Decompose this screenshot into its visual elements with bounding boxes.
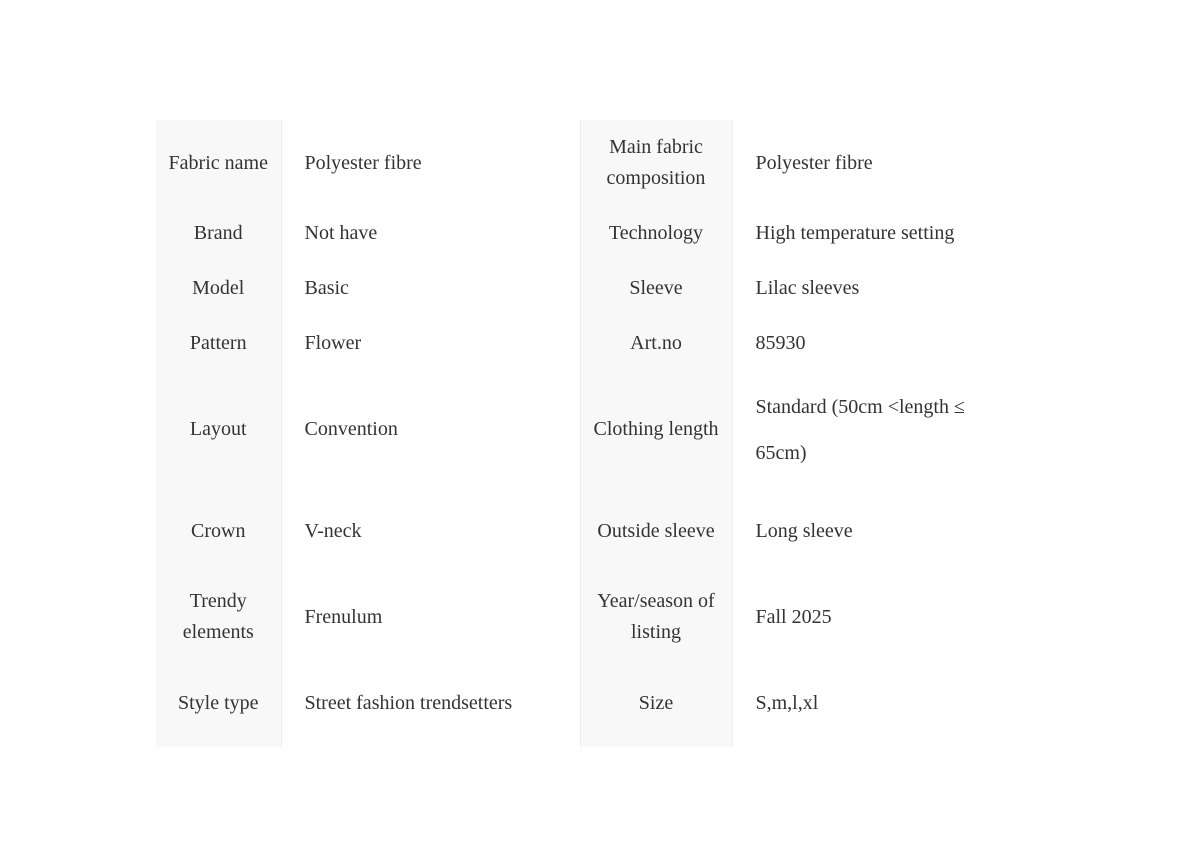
spec-label: Brand (156, 206, 281, 261)
spec-label: Main fabric composition (580, 120, 732, 206)
table-row (156, 120, 1000, 206)
spec-label: Size (580, 660, 732, 747)
spec-label: Technology (580, 206, 732, 261)
table-row (156, 206, 1000, 261)
table-row (156, 316, 1000, 371)
spec-label: Fabric name (156, 120, 281, 206)
table-row (156, 488, 1000, 574)
spec-value: Not have (281, 206, 580, 261)
table-row (156, 261, 1000, 316)
spec-value: High temperature setting (732, 206, 1000, 261)
spec-label: Model (156, 261, 281, 316)
spec-value: Long sleeve (732, 488, 1000, 574)
spec-label: Clothing length (580, 371, 732, 488)
spec-label: Layout (156, 371, 281, 488)
table-row (156, 371, 1000, 488)
spec-value: S,m,l,xl (732, 660, 1000, 747)
spec-value: Frenulum (281, 574, 580, 660)
spec-label: Art.no (580, 316, 732, 371)
spec-label: Style type (156, 660, 281, 747)
spec-label: Outside sleeve (580, 488, 732, 574)
spec-value: Basic (281, 261, 580, 316)
spec-value: Polyester fibre (732, 120, 1000, 206)
table-row (156, 660, 1000, 747)
spec-label: Year/season of listing (580, 574, 732, 660)
spec-value: 85930 (732, 316, 1000, 371)
spec-value: Lilac sleeves (732, 261, 1000, 316)
table-row (156, 574, 1000, 660)
spec-label: Crown (156, 488, 281, 574)
spec-label: Pattern (156, 316, 281, 371)
spec-value: Flower (281, 316, 580, 371)
spec-value: V-neck (281, 488, 580, 574)
spec-value: Standard (50cm <length ≤ 65cm) (732, 371, 1000, 488)
spec-value: Street fashion trendsetters (281, 660, 580, 747)
spec-label: Trendy elements (156, 574, 281, 660)
spec-value: Polyester fibre (281, 120, 580, 206)
spec-label: Sleeve (580, 261, 732, 316)
product-spec-table (156, 120, 1000, 747)
spec-value: Fall 2025 (732, 574, 1000, 660)
spec-value: Convention (281, 371, 580, 488)
